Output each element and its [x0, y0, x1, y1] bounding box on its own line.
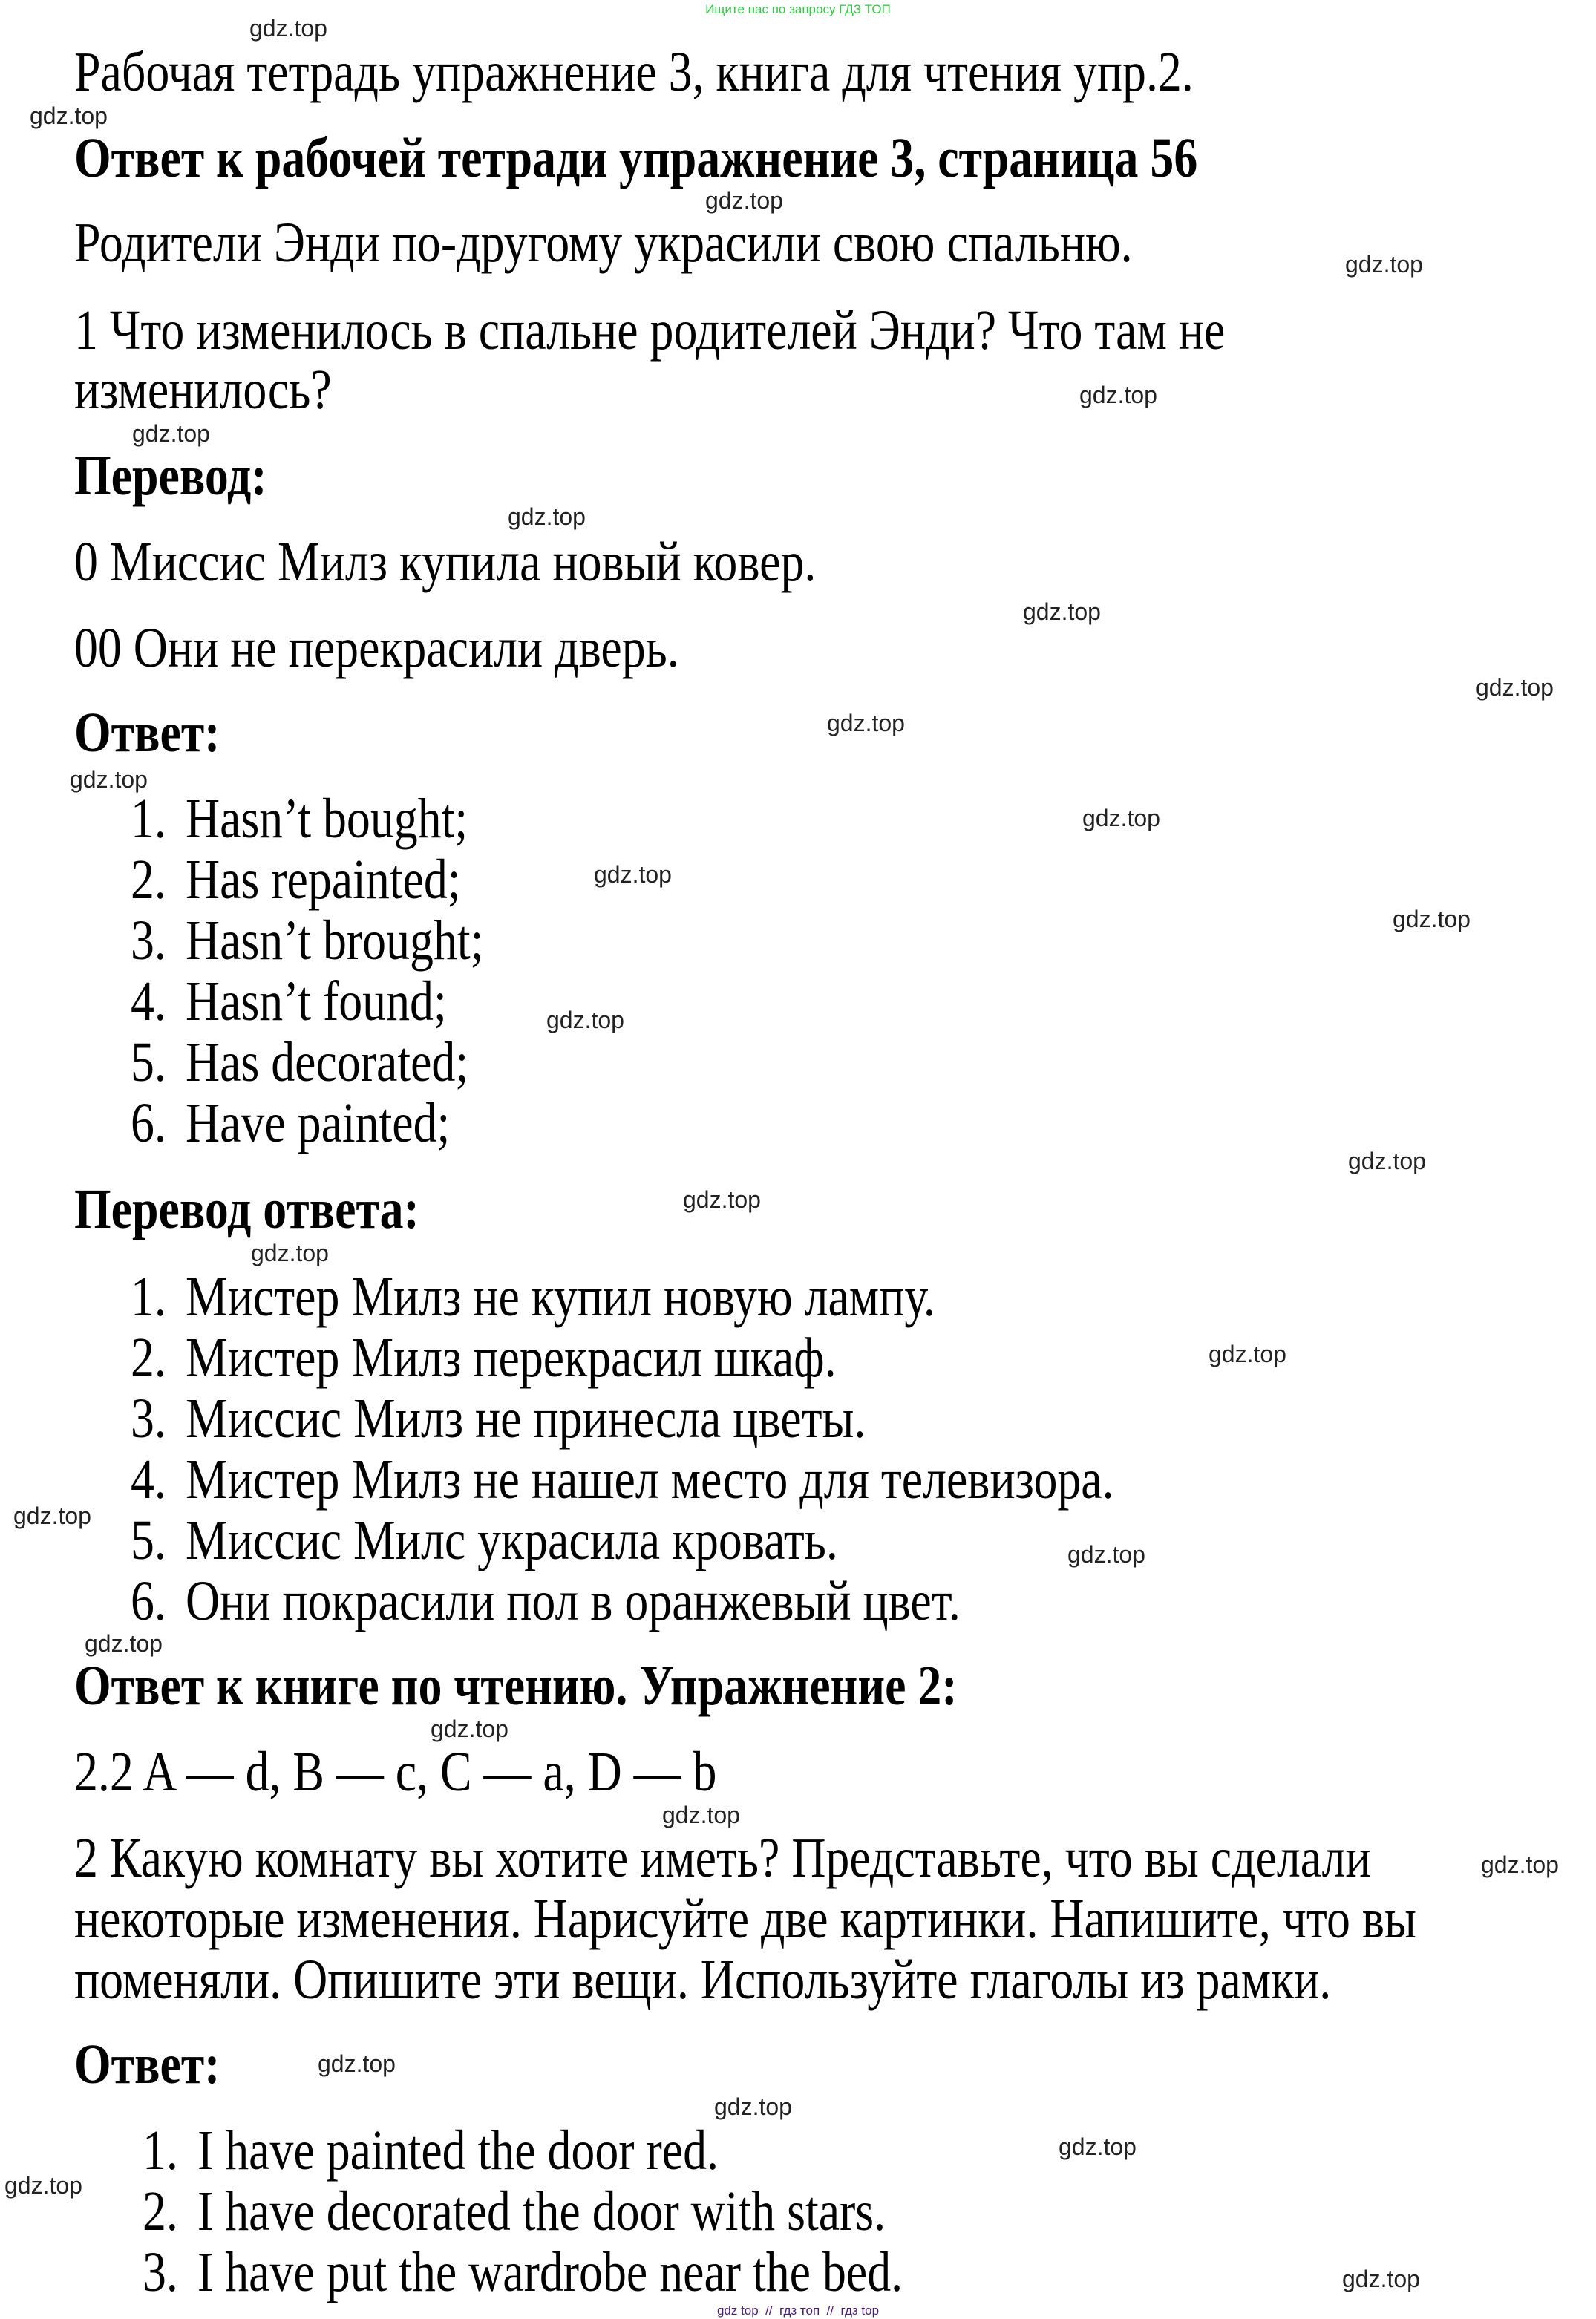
list-item: Has decorated;	[186, 1031, 469, 1093]
list-item: I have painted the door red.	[197, 2119, 719, 2182]
list-item: Мистер Милз не купил новую лампу.	[186, 1266, 935, 1328]
intro-text: Родители Энди по-другому украсили свою спальню.	[74, 212, 1133, 274]
watermark: gdz.top	[1476, 674, 1554, 701]
list-item: Мистер Милз перекрасил шкаф.	[186, 1327, 837, 1389]
watermark: gdz.top	[1067, 1541, 1145, 1568]
question-1-line-1: 1 Что изменилось в спальне родителей Энди? Что там не	[74, 299, 1226, 362]
watermark: gdz.top	[1348, 1148, 1426, 1174]
question-1-line-2: изменилось?	[74, 359, 332, 421]
list-number: 2.	[131, 1327, 166, 1389]
page-title: Рабочая тетрадь упражнение 3, книга для чтения упр.2.	[74, 41, 1194, 103]
watermark: gdz.top	[249, 15, 327, 42]
watermark: gdz.top	[508, 503, 586, 530]
list-item: I have put the wardrobe near the bed.	[197, 2241, 903, 2303]
list-item: Hasn’t brought;	[186, 909, 484, 972]
translation-heading: Перевод:	[74, 445, 267, 507]
list-number: 6.	[131, 1570, 166, 1632]
list-item: Миссис Милс украсила кровать.	[186, 1509, 838, 1571]
watermark: gdz.top	[714, 2093, 792, 2120]
list-item: Они покрасили пол в оранжевый цвет.	[186, 1570, 961, 1632]
answer-2-heading: Ответ:	[74, 2033, 220, 2096]
list-number: 5.	[131, 1509, 166, 1571]
watermark: gdz.top	[318, 2050, 396, 2077]
watermark: gdz.top	[1345, 251, 1423, 278]
watermark: gdz.top	[1059, 2133, 1137, 2160]
watermark: gdz.top	[70, 766, 148, 793]
watermark: gdz.top	[1393, 906, 1471, 932]
example-00: 00 Они не перекрасили дверь.	[74, 617, 679, 679]
list-number: 6.	[131, 1092, 166, 1154]
list-number: 4.	[131, 1448, 166, 1511]
watermark: gdz.top	[662, 1802, 740, 1828]
watermark: gdz.top	[431, 1715, 508, 1742]
watermark: gdz.top	[683, 1186, 761, 1213]
watermark: gdz.top	[132, 420, 210, 447]
watermark: gdz.top	[4, 2172, 82, 2199]
list-number: 1.	[131, 1266, 166, 1328]
answer-translation-heading: Перевод ответа:	[74, 1178, 419, 1240]
list-number: 1.	[143, 2119, 178, 2182]
watermark: gdz.top	[1481, 1851, 1559, 1878]
list-item: Мистер Милз не нашел место для телевизора.	[186, 1448, 1114, 1511]
watermark: gdz.top	[827, 710, 905, 736]
watermark: gdz.top	[594, 861, 672, 888]
watermark: gdz.top	[251, 1240, 329, 1266]
list-item: Have painted;	[186, 1092, 451, 1154]
list-item: Has repainted;	[186, 848, 461, 911]
reader-answer: 2.2 A — d, B — c, C — a, D — b	[74, 1741, 717, 1803]
list-number: 2.	[131, 848, 166, 911]
list-number: 3.	[131, 1387, 166, 1450]
list-number: 3.	[143, 2241, 178, 2303]
list-item: Миссис Милз не принесла цветы.	[186, 1387, 866, 1450]
watermark: gdz.top	[1209, 1341, 1286, 1367]
question-2-line-2: некоторые изменения. Нарисуйте две картинки. Напишите, что вы	[74, 1888, 1416, 1950]
list-item: Hasn’t found;	[186, 970, 447, 1033]
reader-answer-heading: Ответ к книге по чтению. Упражнение 2:	[74, 1655, 958, 1717]
list-number: 1.	[131, 788, 166, 850]
watermark: gdz.top	[705, 187, 783, 214]
list-number: 3.	[131, 909, 166, 972]
question-2-line-1: 2 Какую комнату вы хотите иметь? Представьте, что вы сделали	[74, 1827, 1371, 1889]
list-item: I have decorated the door with stars.	[197, 2180, 886, 2243]
watermark: gdz.top	[546, 1007, 624, 1033]
list-number: 4.	[131, 970, 166, 1033]
watermark: gdz.top	[13, 1502, 91, 1529]
watermark: gdz.top	[1079, 382, 1157, 408]
workbook-answer-heading: Ответ к рабочей тетради упражнение 3, страница 56	[74, 127, 1198, 189]
list-number: 2.	[143, 2180, 178, 2243]
answer-heading: Ответ:	[74, 701, 220, 764]
watermark: gdz.top	[1342, 2266, 1420, 2292]
watermark: gdz.top	[1082, 805, 1160, 831]
bottom-banner: gdz top // гдз топ // гдз top	[716, 2303, 880, 2318]
example-0: 0 Миссис Милз купила новый ковер.	[74, 531, 817, 593]
list-number: 5.	[131, 1031, 166, 1093]
question-2-line-3: поменяли. Опишите эти вещи. Используйте глаголы из рамки.	[74, 1949, 1332, 2011]
list-item: Hasn’t bought;	[186, 788, 468, 850]
top-banner: Ищите нас по запросу ГДЗ ТОП	[705, 2, 891, 16]
watermark: gdz.top	[85, 1630, 163, 1657]
watermark: gdz.top	[30, 102, 108, 129]
watermark: gdz.top	[1023, 598, 1101, 625]
